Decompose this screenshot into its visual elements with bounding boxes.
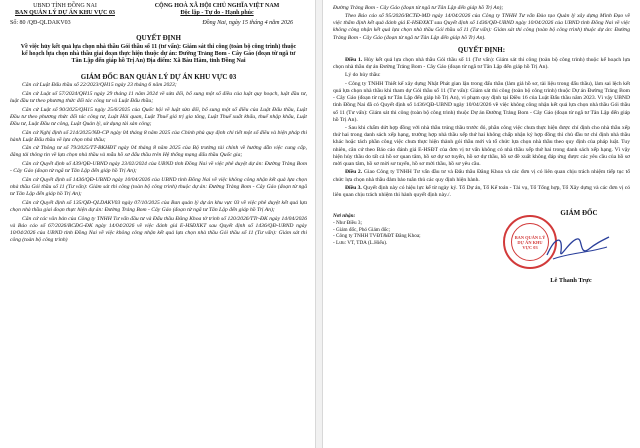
recipient-item: - Như Điều 3;: [333, 220, 362, 226]
reason-2: - Sau khi chấm dứt hợp đồng với nhà thầu trúng thầu trước đó, phần công việc chưa thực hiện được chỉ định cho nhà thầu xếp thứ hai trong danh sách xếp hạng, trường hợp nhà thầu xếp thứ hai không chấp nhận ký hợp đồng thì chủ đầu tư chỉ định nhà thầu khác hoặc tách phần công việc chưa thực hiện thành gói thầu mới và tổ chức lựa chọn nhà thầu theo quy định của pháp luật. Tuy nhiên, căn cứ theo Báo cáo đánh giá E-HSĐT của đơn vị tư vấn không có nhà thầu xếp thứ hai trong danh sách xếp hạng. Vì vậy hiện hủy thầu do tất cả hồ sơ quan tâm, hồ sơ dự sơ tuyển, hồ sơ dự thầu, hồ sơ đề xuất không đáp ứng được các yêu cầu của hồ sơ mời quan tâm, hồ sơ mời sơ tuyển, hồ sơ mời thầu, hồ sơ yêu cầu.: [333, 125, 630, 167]
legal-basis: Căn cứ Quyết định số 135/QĐ-QLDAKV03 ngày 07/10/2025 của Ban quản lý dự án khu vực 03 về việc phê duyệt kết quả lựa chọn nhà thầu giai đoạn thực hiện dự án: Đường Trảng Bom - Cây Gáo (đoạn từ ngã tư Tân Lập đến giáp hồ Trị An);: [10, 199, 307, 213]
legal-basis: Căn cứ Thông tư số 79/2025/TT-BKHĐT ngày 04 tháng 8 năm 2025 của Bộ trưởng tài chính về hướng dẫn việc cung cấp, đăng tải thông tin về lựa chọn nhà thầu và mẫu hồ sơ đấu thầu trên Hệ thống mạng đấu thầu Quốc gia;: [10, 145, 307, 159]
document-meta: [10, 20, 307, 26]
article-2-label: Điều 2.: [345, 169, 363, 176]
article-1: [333, 57, 630, 71]
article-3-text: Quyết định này có hiệu lực kể từ ngày ký. Tổ Dự án, Tổ Kế toán - Tài vụ, Tổ Tổng hợp, Tổ Xây dựng và các đơn vị có liên quan chịu trách nhiệm thi hành quyết định này./.: [333, 185, 631, 199]
decision-heading: QUYẾT ĐỊNH:: [457, 45, 506, 54]
stamp-text: BAN QUẢN LÝ DỰ ÁN KHU VỰC 03: [511, 223, 549, 261]
document-title: QUYẾT ĐỊNH: [136, 34, 181, 42]
article-3: [333, 185, 630, 199]
signer-title: GIÁM ĐỐC: [560, 209, 598, 218]
legal-basis: Căn cứ Quyết định số 439/QĐ-UBND ngày 23/02/2024 của UBND tỉnh Đồng Nai về việc phê duyệt dự án: Đường Trảng Bom - Cây Gáo (đoạn từ ngã tư Tân Lập đến giáp hồ Trị An);: [10, 161, 307, 175]
recipients-label: Nơi nhận:: [333, 213, 356, 220]
legal-basis: Theo Báo cáo số 95/2026/BCTĐ-MD ngày 14/04/2026 của Công ty TNHH Tư vấn Đào tạo Quản lý xây dựng Minh Đạo về việc thẩm định kết quả đánh giá E-HSĐXKT sau Quyết định số 1436/QĐ-UBND ngày 10/04/2026 của UBND tỉnh Đồng Nai về việc không công nhận kết quả lựa chọn nhà thầu Gói thầu số 11 (Tư vấn): Giám sát thi công (toàn bộ công trình) thuộc dự án: Đường Trảng Bom - Cây Gáo (đoạn từ ngã tư Tân Lập đến giáp hồ Trị An).: [333, 13, 630, 41]
legal-basis-continued: Đường Trảng Bom - Cây Gáo (đoạn từ ngã tư Tân Lập đến giáp hồ Trị An);: [333, 4, 504, 11]
document-page-right: [322, 0, 638, 448]
agency-parent: UBND TỈNH ĐỒNG NAI: [33, 3, 97, 9]
signer-block: [481, 209, 621, 285]
recipient-item: - Giám đốc, Phó Giám đốc;: [333, 226, 391, 233]
legal-basis: Căn cứ Luật số 57/2024/QH15 ngày 29 tháng 11 năm 2024 về sửa đổi, bổ sung một số điều của luật quy hoạch, luật đầu tư, luật đầu tư theo phương thức đối tác công tư và Luật Đấu thầu;: [10, 90, 307, 104]
article-1-label: Điều 1.: [345, 56, 363, 63]
article-2: [333, 169, 630, 183]
signer-name: Lê Thanh Trực: [550, 277, 592, 285]
legal-basis: Căn cứ Nghị định số 214/2025/NĐ-CP ngày 04 tháng 8 năm 2025 của Chính phủ quy định chi tiết một số điều và biện pháp thi hành Luật Đấu thầu về lựa chọn nhà thầu;: [10, 129, 307, 143]
legal-bases: [10, 82, 307, 244]
issuing-agency-block: [10, 3, 120, 17]
recipients-block: [333, 213, 421, 246]
reason-1: - Công ty TNHH Thiết kế xây dựng Nhật Phát gian lận trong đấu thầu (làm giả hồ sơ, tài liệu trong đấu thầu), làm sai lệch kết quả lựa chọn nhà thầu khi tham dự Gói thầu số 11 (Tư vấn): Giám sát thi công (toàn bộ công trình) thuộc Dự án Đường Trảng Bom - Cây Gáo (đoạn từ ngã tư Tân Lập đến giáp hồ Trị An), vi phạm quy định tại Điều 16 của Luật Đấu thầu năm 2023. Vì vậy UBND tỉnh Đồng Nai đã có Quyết định số 1436/QĐ-UBND ngày 10/04/2026 về việc không công nhận kết quả lựa chọn nhà thầu Gói thầu số 11 (Tư vấn): Giám sát thi công (toàn bộ công trình) thuộc Dự án Đường Trảng Bom - Cây Gáo (đoạn từ ngã tư Tân Lập đến giáp hồ Trị An).: [333, 81, 630, 123]
document-header: [10, 3, 307, 17]
document-page-left: [0, 0, 316, 448]
national-motto: Độc lập - Tự do - Hạnh phúc: [180, 10, 254, 16]
legal-basis: Căn cứ các văn bản của Công ty TNHH Tư vấn đầu tư và Đấu thầu Đăng Khoa tờ trình số 120/2026/TTr-ĐK ngày 14/04/2026 và Báo cáo số 67/2026/BCĐG-ĐK ngày 14/04/2026 về việc đánh giá E-HSĐXKT sau Quyết định số 1436/QĐ-UBND ngày 10/04/2026 của UBND tỉnh Đồng Nai về việc không công nhận kết quả lựa chọn nhà thầu Gói thầu số 11 (Tư vấn): Giám sát thi công (toàn bộ công trình): [10, 215, 307, 243]
document-date: Đồng Nai, ngày 15 tháng 4 năm 2026: [202, 20, 293, 26]
signature-area: [333, 209, 630, 319]
article-2-text: Giao Công ty TNHH Tư vấn đầu tư và Đấu thầu Đăng Khoa và các đơn vị có liên quan chịu trách nhiệm tiếp tục tổ chức lựa chọn nhà thầu đảm bảo tuân thủ các quy định hiện hành.: [333, 169, 631, 183]
document-number: Số: 80 /QĐ-QLDAKV03: [10, 20, 71, 26]
legal-basis: Căn cứ Quyết định số 1436/QĐ-UBND ngày 10/04/2026 của UBND tỉnh Đồng Nai về việc không công nhận kết quả lựa chọn nhà thầu Gói thầu số 11 (Tư vấn): Giám sát thi công (toàn bộ công trình) thuộc dự án: Đường Trảng Bom - Cây Gáo (đoạn từ ngã tư Tân Lập đến giáp hồ Trị An);: [10, 176, 307, 198]
document-subject: Về việc hủy kết quả lựa chọn nhà thầu Gói thầu số 11 (tư vấn): Giám sát thi công (toàn bộ công trình) thuộc kế hoạch lựa chọn nhà thầu giai đoạn thực hiện thuộc dự án: Đường Trảng Bom - Cây Gáo (đoạn từ ngã tư Tân Lập đến giáp hồ Trị An) Địa điểm: Xã Bàu Hàm, tỉnh Đồng Nai: [20, 44, 297, 65]
reason-heading: Lý do hủy thầu:: [345, 72, 381, 79]
nation-title: CỘNG HOÀ XÃ HỘI CHỦ NGHĨA VIỆT NAM: [154, 3, 280, 9]
legal-basis: Căn cứ Luật Đấu thầu số 22/2023/QH15 ngày 23 tháng 6 năm 2023;: [22, 82, 177, 89]
agency-name: BAN QUẢN LÝ DỰ ÁN KHU VỰC 03: [15, 10, 115, 16]
article-3-label: Điều 3.: [345, 185, 362, 192]
recipient-item: - Lưu: VT, TDA (L.Hiếu).: [333, 239, 388, 246]
national-header-block: [127, 3, 307, 17]
issuing-authority: GIÁM ĐỐC BAN QUẢN LÝ DỰ ÁN KHU VỰC 03: [80, 72, 237, 81]
recipient-item: - Công ty TNHH TVĐT&ĐT Đăng Khoa;: [333, 233, 421, 240]
handwritten-signature-icon: [543, 231, 613, 265]
article-1-text: Hủy kết quả lựa chọn nhà thầu Gói thầu số 11 (Tư vấn): Giám sát thi công (toàn bộ công trình) thuộc kế hoạch lựa chọn nhà thầu dự án Đường Trảng Bom - Cây Gáo (đoạn từ ngã tư Tân Lập đến giáp hồ Trị An).: [333, 56, 630, 70]
legal-basis: Căn cứ Luật số 90/2025/QH15 ngày 25/6/2025 của Quốc hội về luật sửa đổi, bổ sung một số điều của Luật Đấu thầu, Luật Đầu tư theo phương thức đối tác công tư, Luật Hải quan, Luật Thuế giá trị gia tăng, Luật Thuế xuất khẩu, thuế nhập khẩu, Luật Đầu tư, Luật Đầu tư công, Luật Quản lý, sử dụng tài sản công;: [10, 106, 307, 127]
